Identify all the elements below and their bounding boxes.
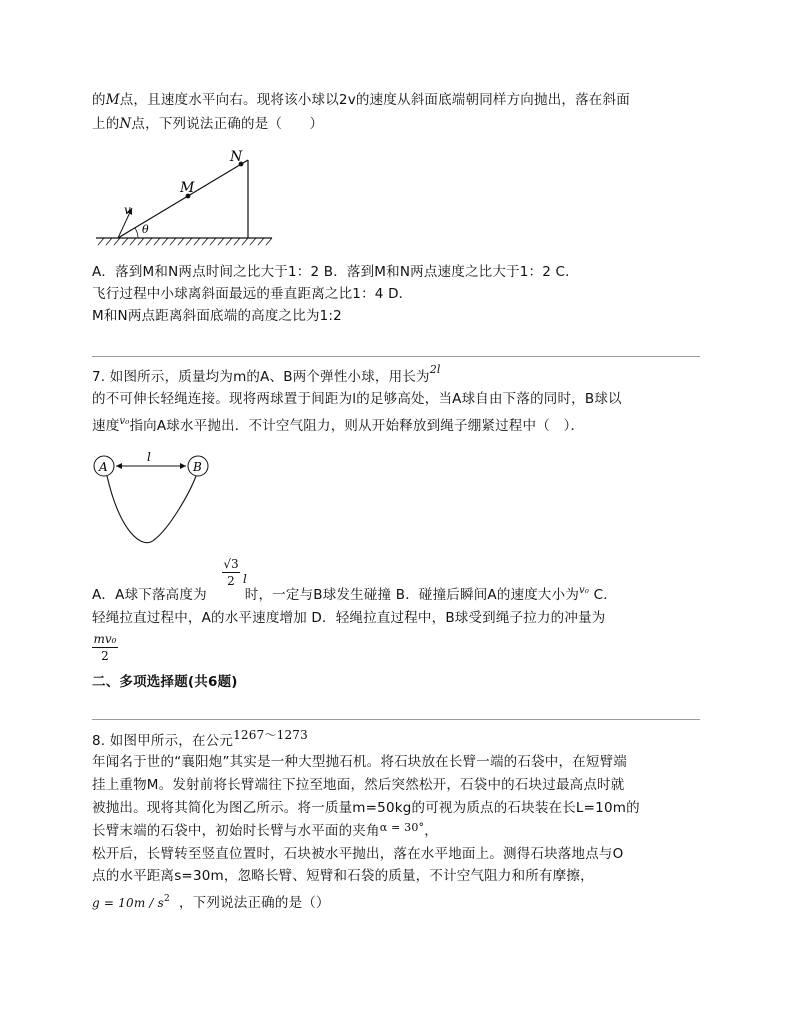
divider-rule-1: [92, 356, 700, 357]
q7-stem-line2: 的不可伸长轻绳连接。现将两球置于间距为l的足够高处，当A球自由下落的同时，B球以: [92, 391, 622, 407]
section-heading: 二、多项选择题(共6题): [92, 674, 238, 690]
q7-option-a: A．A球下落高度为 时，一定与B球发生碰撞 B．碰撞后瞬间A的速度大小为$^{v_0}$ C．: [92, 585, 617, 603]
q8-stem-line5: 长臂末端的石袋中，初始时长臂与水平面的夹角$^{\alpha = 30^\circ}$，: [92, 821, 438, 839]
label-l: l: [147, 452, 151, 464]
q6-stem-line2: 上的N点，下列说法正确的是（ ）: [92, 116, 324, 132]
q7-option-c: 轻绳拉直过程中，A的水平速度增加 D．轻绳拉直过程中，B球受到绳子拉力的冲量为: [92, 610, 606, 626]
q8-stem-line2: 年闻名于世的“襄阳炮”其实是一种大型抛石机。将石块放在长臂一端的石袋中，在短臂端: [92, 754, 627, 770]
q8-stem-line4: 被抛出。现将其简化为图乙所示。将一质量m=50kg的可视为质点的石块装在长L=10m的: [92, 800, 640, 816]
q7-stem-line1: 7. 如图所示，质量均为m的A、B两个弹性小球，用长为$^{2l}$: [92, 363, 441, 385]
gravity-expression: g = 10m / s: [92, 896, 165, 910]
q8-stem-line3: 挂上重物M。发射前将长臂端往下拉至地面，然后突然松开，石袋中的石块过最高点时就: [92, 777, 625, 793]
q8-stem-line6: 松开后，长臂转至竖直位置时，石块被水平抛出，落在水平地面上。测得石块落地点与O: [92, 846, 624, 862]
q6-stem-line1: 的M点，且速度水平向右。现将该小球以2v的速度从斜面底端朝同样方向抛出，落在斜面: [92, 92, 630, 108]
label-m: M: [180, 180, 195, 196]
q6-option-c: 飞行过程中小球离斜面最远的垂直距离之比1：4 D．: [92, 286, 413, 302]
incline-figure: [92, 148, 282, 248]
label-theta: θ: [142, 223, 149, 236]
q8-stem-line8: $g = 10m / s^2$ ，下列说法正确的是（）: [92, 894, 330, 911]
rope-figure: [92, 452, 222, 548]
fraction-sqrt3-over-2: √3 2: [223, 557, 239, 588]
q8-stem-line7: 点的水平距离s=30m，忽略长臂、短臂和石袋的质量，不计空气阻力和所有摩擦，: [92, 868, 594, 884]
fraction-l: l: [243, 572, 248, 586]
label-v: v: [124, 203, 131, 217]
divider-rule-2: [92, 719, 700, 720]
q7-stem-line3: 速度$^{v_0}$指向A球水平抛出．不计空气阻力，则从开始释放到绳子绷紧过程中（ ）．: [92, 416, 585, 434]
label-b: B: [193, 460, 202, 474]
label-n: N: [230, 149, 243, 165]
incline-slope: [118, 160, 248, 238]
q6-option-a: A．落到M和N两点时间之比大于1：2 B．落到M和N两点速度之比大于1：2 C．: [92, 264, 579, 280]
q6-option-d: M和N两点距离斜面底端的高度之比为1:2: [92, 308, 342, 324]
fraction-mv0-over-2: mv₀ 2: [93, 632, 117, 663]
label-a: A: [99, 460, 108, 474]
rope-curve: [107, 476, 196, 543]
q8-stem-line1: 8. 如图甲所示，在公元1267～1273: [92, 728, 308, 749]
